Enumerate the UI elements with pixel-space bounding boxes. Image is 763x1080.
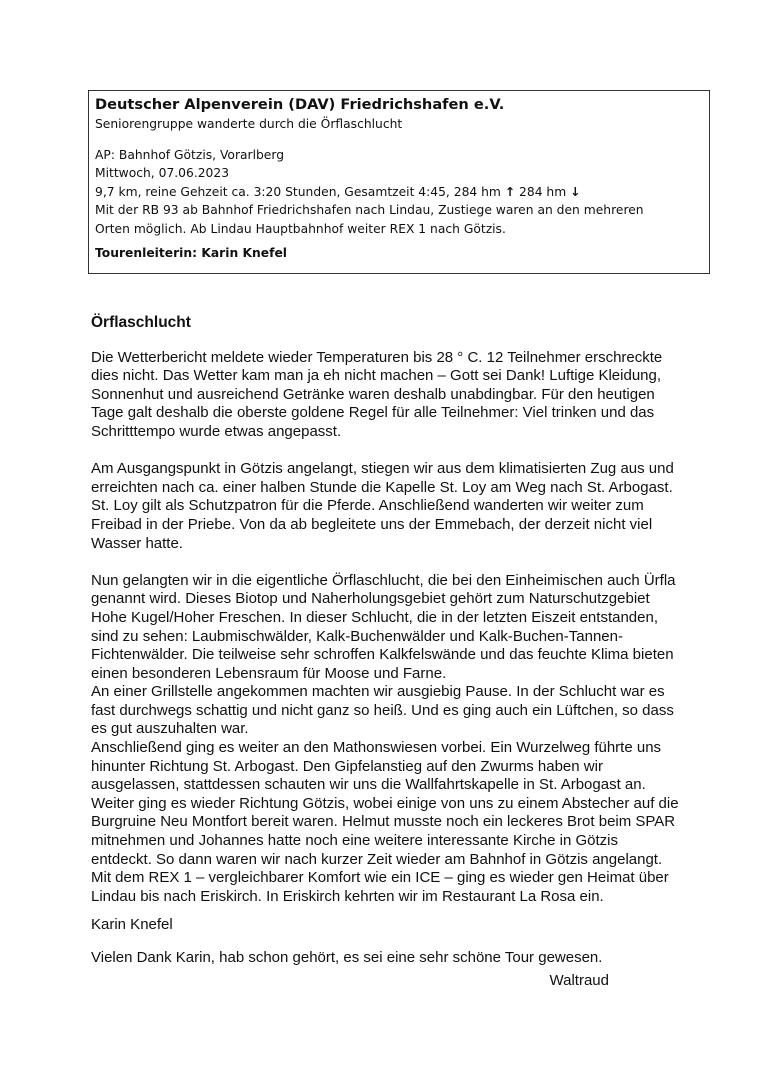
travel-info-line2: Orten möglich. Ab Lindau Hauptbahnhof weiter REX 1 nach Götzis. (95, 221, 506, 236)
thanks-note: Vielen Dank Karin, hab schon gehört, es sei eine sehr schöne Tour gewesen. (91, 949, 603, 966)
tour-info-box (88, 90, 710, 274)
paragraph-home: Mit dem REX 1 – vergleichbarer Komfort wie ein ICE – ging es wieder gen Heimat über Lindau bis nach Eriskirch. In Eriskirch kehrten wir im Restaurant La Rosa ein. (91, 869, 669, 905)
spacer (95, 134, 703, 146)
travel-info-line1: Mit der RB 93 ab Bahnhof Friedrichshafen nach Lindau, Zustiege waren an den mehreren (95, 203, 644, 217)
arrow-down-icon: ↓ (570, 184, 581, 199)
paragraph-break: An einer Grillstelle angekommen machten wir ausgiebig Pause. In der Schlucht war es fast durchwegs schattig und nicht ganz so heiß. Und es ging auch ein Lüftchen, so dass es gut auszuhalten war. (91, 683, 674, 738)
arrow-up-icon: ↑ (504, 184, 516, 199)
tour-stats-descent: 284 hm (515, 184, 571, 199)
paragraph-gorge: Nun gelangten wir in die eigentliche Örflaschlucht, die bei den Einheimischen auch Ürfla genannt wird. Dieses Biotop und Naherholungsgebiet gehört zum Naturschutzgebiet Hohe Kugel/Hoher Freschen. In dieser Schlucht, die in der letzten Eiszeit entstanden, sind zu sehen: Laubmischwälder, Kalk-Buchenwälder und Kalk-Buchen-Tannen-Fichtenwälder. Die teilweise sehr schroffen Kalkfelswände und das feuchte Klima bieten einen besonderen Lebensraum für Moose und Farne. (91, 571, 676, 682)
article-title: Örflaschlucht (91, 314, 191, 331)
paragraph-weather: Die Wetterbericht meldete wieder Temperaturen bis 28 ° C. 12 Teilnehmer erschreckte dies nicht. Das Wetter kam man ja eh nicht machen – Gott sei Dank! Luftige Kleidung, Sonnenhut und ausreichend Getränke waren deshalb unabdingbar. Für den heutigen Tage galt deshalb die oberste goldene Regel für alle Teilnehmer: Viel trinken und das Schritttempo wurde etwas angepasst. (91, 348, 663, 440)
report-subtitle: Seniorengruppe wanderte durch die Örflaschlucht (95, 117, 403, 131)
article-body (91, 314, 681, 1009)
signature: Waltraud (549, 971, 609, 989)
article-author: Karin Knefel (91, 916, 173, 934)
paragraph-return: Anschließend ging es weiter an den Mathonswiesen vorbei. Ein Wurzelweg führte uns hinunter Richtung St. Arbogast. Den Gipfelanstieg auf den Zwurms haben wir ausgelassen, stattdessen schauten wir uns die Wallfahrtskapelle in St. Arbogast an. Weiter ging es wieder Richtung Götzis, wobei einige von uns zu einem Abstecher auf die Burgruine Neu Montfort bereit waren. Helmut musste noch ein leckeres Brot beim SPAR mitnehmen und Johannes hatte noch eine weitere interessante Kirche in Götzis entdeckt. So dann waren wir nach kurzer Zeit wieder am Bahnhof in Götzis angelangt. (91, 739, 679, 868)
paragraph-start: Am Ausgangspunkt in Götzis angelangt, stiegen wir aus dem klimatisierten Zug aus und erreichten nach ca. einer halben Stunde die Kapelle St. Loy am Weg nach St. Arbogast. St. Loy gilt als Schutzpatron für die Pferde. Anschließend wanderten wir weiter zum Freibad in der Priebe. Von da ab begleitete uns der Emmebach, der derzeit nicht viel Wasser hatte. (91, 460, 674, 552)
tour-date: Mittwoch, 07.06.2023 (95, 166, 230, 180)
meeting-point: AP: Bahnhof Götzis, Vorarlberg (95, 147, 285, 162)
tour-stats (95, 183, 703, 202)
club-name: Deutscher Alpenverein (DAV) Friedrichshafen e.V. (95, 96, 505, 113)
tour-stats-text: 9,7 km, reine Gehzeit ca. 3:20 Stunden, Gesamtzeit 4:45, 284 hm (95, 184, 501, 199)
tour-leader: Tourenleiterin: Karin Knefel (95, 246, 288, 260)
